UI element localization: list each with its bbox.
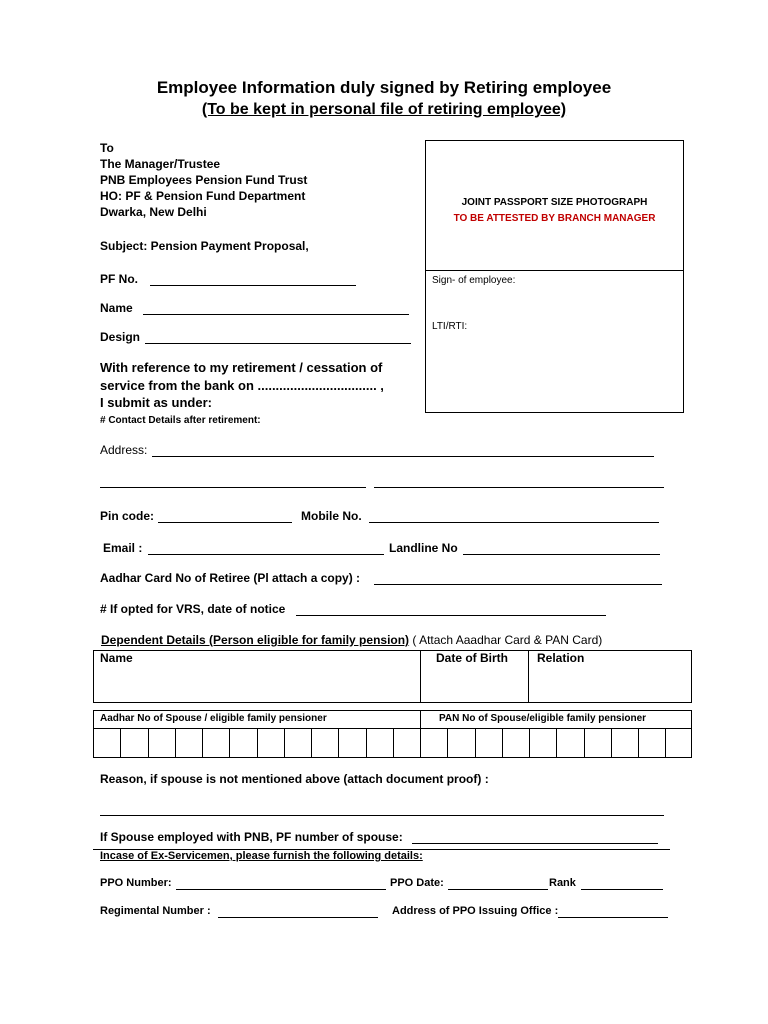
col-name-header: Name bbox=[100, 651, 133, 665]
mobile-field[interactable] bbox=[369, 522, 659, 523]
digit-cell-divider bbox=[229, 728, 230, 758]
reason-label: Reason, if spouse is not mentioned above (attach document proof) : bbox=[100, 772, 489, 786]
digit-cell-divider bbox=[366, 728, 367, 758]
reason-field[interactable] bbox=[100, 815, 664, 816]
addressee-line3: HO: PF & Pension Fund Department bbox=[100, 189, 306, 203]
form-subtitle: (To be kept in personal file of retiring employee) bbox=[201, 101, 567, 118]
addressee-line4: Dwarka, New Delhi bbox=[100, 205, 207, 219]
dependent-heading-note: ( Attach Aaadhar Card & PAN Card) bbox=[409, 633, 603, 647]
address-field-line1[interactable] bbox=[152, 456, 654, 457]
rank-field[interactable] bbox=[581, 889, 663, 890]
pin-code-label: Pin code: bbox=[100, 509, 155, 523]
digit-cell-divider bbox=[420, 728, 421, 758]
landline-label: Landline No bbox=[389, 541, 458, 555]
aadhar-pan-grid-divider bbox=[420, 710, 421, 728]
digit-cell-divider bbox=[338, 728, 339, 758]
digit-cell-divider bbox=[393, 728, 394, 758]
col-dob-header: Date of Birth bbox=[436, 651, 508, 665]
addressee-line2: PNB Employees Pension Fund Trust bbox=[100, 173, 308, 187]
photo-label: JOINT PASSPORT SIZE PHOTOGRAPH bbox=[461, 197, 648, 208]
address-label: Address: bbox=[100, 443, 148, 457]
landline-field[interactable] bbox=[463, 554, 660, 555]
design-field[interactable] bbox=[145, 343, 411, 344]
aadhar-retiree-label: Aadhar Card No of Retiree (Pl attach a copy) : bbox=[100, 571, 361, 585]
digit-cell-divider bbox=[584, 728, 585, 758]
digit-cell-divider bbox=[556, 728, 557, 758]
addressee-line1: The Manager/Trustee bbox=[100, 157, 221, 171]
digit-cell-divider bbox=[502, 728, 503, 758]
digit-cell-divider bbox=[311, 728, 312, 758]
regimental-number-field[interactable] bbox=[218, 917, 378, 918]
digit-cell-divider bbox=[175, 728, 176, 758]
dependent-table bbox=[93, 650, 692, 703]
aadhar-retiree-field[interactable] bbox=[374, 584, 662, 585]
digit-cell-divider bbox=[148, 728, 149, 758]
ex-servicemen-heading: Incase of Ex-Servicemen, please furnish the following details: bbox=[100, 850, 423, 862]
name-field[interactable] bbox=[143, 314, 409, 315]
regimental-number-label: Regimental Number : bbox=[100, 905, 211, 917]
digit-cell-divider bbox=[447, 728, 448, 758]
to-label: To bbox=[100, 141, 114, 155]
col-relation-header: Relation bbox=[537, 651, 585, 665]
reference-line2: service from the bank on ................................. , bbox=[100, 378, 384, 393]
photo-attest-label: TO BE ATTESTED BY BRANCH MANAGER bbox=[453, 213, 656, 224]
rank-label: Rank bbox=[549, 877, 576, 889]
mobile-label: Mobile No. bbox=[301, 509, 362, 523]
ppo-date-field[interactable] bbox=[448, 889, 548, 890]
pin-code-field[interactable] bbox=[158, 522, 292, 523]
digit-cell-divider bbox=[638, 728, 639, 758]
dependent-heading bbox=[101, 633, 602, 647]
ppo-date-label: PPO Date: bbox=[390, 877, 444, 889]
ppo-office-label: Address of PPO Issuing Office : bbox=[392, 905, 559, 917]
name-label: Name bbox=[100, 301, 133, 315]
dependent-table-divider2 bbox=[528, 650, 529, 703]
digit-cell-divider bbox=[475, 728, 476, 758]
pf-no-label: PF No. bbox=[100, 272, 138, 286]
design-label: Design bbox=[100, 330, 141, 344]
digit-cell-divider bbox=[120, 728, 121, 758]
spouse-pnb-label: If Spouse employed with PNB, PF number of spouse: bbox=[100, 830, 403, 844]
digit-cell-divider bbox=[665, 728, 666, 758]
subject-line: Subject: Pension Payment Proposal, bbox=[100, 239, 309, 253]
aadhar-spouse-label: Aadhar No of Spouse / eligible family pensioner bbox=[100, 713, 327, 724]
contact-heading: # Contact Details after retirement: bbox=[100, 415, 261, 426]
reference-line1: With reference to my retirement / cessation of bbox=[100, 360, 383, 375]
photo-box-divider bbox=[425, 270, 684, 271]
reference-line3: I submit as under: bbox=[100, 395, 212, 410]
digit-cell-divider bbox=[284, 728, 285, 758]
dependent-table-divider1 bbox=[420, 650, 421, 703]
vrs-notice-label: # If opted for VRS, date of notice bbox=[100, 602, 286, 616]
employee-sign-label: Sign- of employee: bbox=[432, 275, 516, 286]
vrs-notice-field[interactable] bbox=[296, 615, 606, 616]
pf-no-field[interactable] bbox=[150, 285, 356, 286]
digit-cell-divider bbox=[529, 728, 530, 758]
form-title: Employee Information duly signed by Retiring employee bbox=[156, 78, 612, 97]
digit-cell-divider bbox=[257, 728, 258, 758]
digit-cell-divider bbox=[202, 728, 203, 758]
address-field-line2a[interactable] bbox=[100, 487, 366, 488]
spouse-pf-field[interactable] bbox=[412, 843, 658, 844]
lti-rti-label: LTI/RTI: bbox=[432, 321, 468, 332]
ppo-number-label: PPO Number: bbox=[100, 877, 172, 889]
pan-spouse-label: PAN No of Spouse/eligible family pensioner bbox=[439, 713, 647, 724]
address-field-line2b[interactable] bbox=[374, 487, 664, 488]
digit-cell-divider bbox=[611, 728, 612, 758]
email-label: Email : bbox=[103, 541, 143, 555]
dependent-heading-main: Dependent Details (Person eligible for family pension) bbox=[101, 633, 410, 647]
ppo-number-field[interactable] bbox=[176, 889, 386, 890]
email-field[interactable] bbox=[148, 554, 384, 555]
ppo-office-field[interactable] bbox=[558, 917, 668, 918]
